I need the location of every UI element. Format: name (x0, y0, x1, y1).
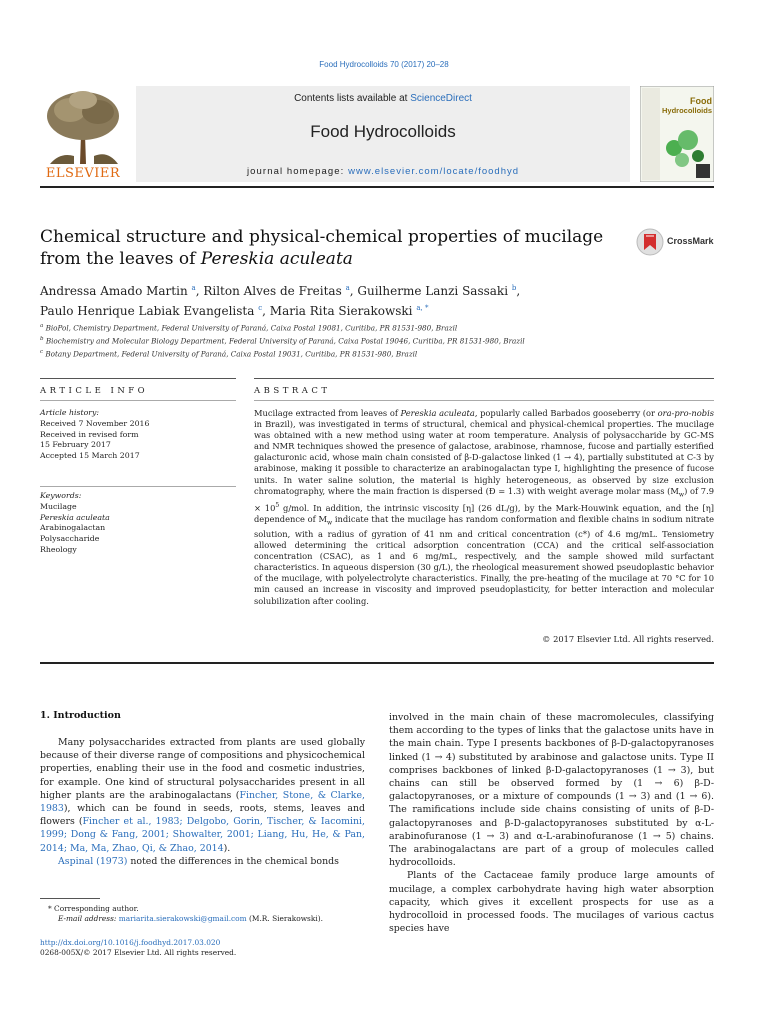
sciencedirect-link[interactable]: ScienceDirect (410, 93, 472, 104)
author[interactable]: Guilherme Lanzi Sassaki $^b$ (357, 284, 517, 298)
history-item: Received 7 November 2016 (40, 418, 150, 428)
paragraph: involved in the main chain of these macromolecules, classifying them according to the types of links that the galactose units have in the main chain. Type I presents backbones of β-D-galactopyranoses linked (1 → 4) substituted by arabinose and galactose units. Type II comprises backbones of linked β-D-galactopyranoses (1 → 3), but chains can still be observed formed by (1 → 6) β-D-galactopyranoses, or a mixture of compounds (1 → 3) and (1 → 6). The ramifications include side chains consisting of units of β-D-galactopyranoses and β-D-galactopyranoses substituted by α-L-arabinofuranose (1 → 3) and α-L-arabinofuranose (1 → 5) chains. The arabinogalactans are part of a group of molecules called hydrocolloids. (389, 712, 714, 869)
reference-link[interactable]: Fincher et al., 1983; Delgobo, Gorin, Tischer, & Iacomini, 1999; Dong & Fang, 2001; Showalter, 2001; Liang, Hu, He, & Pan, 2014; Ma, Ma, Zhao, Qi, & Zhao, 2014 (40, 816, 365, 854)
abstract-heading-rule (254, 400, 714, 401)
reference-link[interactable]: Aspinal (1973) (58, 855, 128, 867)
email-line (40, 914, 370, 924)
paragraph: Aspinal (1973) noted the differences in the chemical bonds (58, 855, 339, 867)
crossmark-label: CrossMark (667, 236, 714, 246)
keyword: Mucilage (40, 501, 77, 511)
history-item: 15 February 2017 (40, 440, 111, 450)
abstract-top-rule (254, 378, 714, 379)
author[interactable]: Maria Rita Sierakowski $^{a, *}$ (269, 304, 429, 318)
article-title (40, 226, 640, 270)
keywords-label: Keywords: (40, 491, 82, 500)
article-history (40, 408, 236, 462)
reference-link[interactable]: Fincher, Stone, & Clarke, 1983 (40, 789, 365, 815)
history-item: Received in revised form (40, 429, 139, 439)
history-label: Article history: (40, 408, 100, 417)
keyword: Arabinogalactan (40, 523, 106, 533)
affiliation: $^a$ BioPol, Chemistry Department, Federal University of Paraná, Caixa Postal 19081, Curitiba, PR 81531-980, Brazil (40, 323, 458, 333)
abstract-text: Mucilage extracted from leaves of Pereskia aculeata, popularly called Barbados gooseberry (or ora-pro-nobis in Brazil), was investigated in terms of structural, chemical and physical-chemical properties. The mucilage was obtained with a new method using water at room temperature. Analysis of polysaccharide by GC-MS and NMR techniques showed the presence of galactose, arabinose, rhamnose, fucose and partially esterified galacturonic acid, whose main chain consisted of β-D-galactose linked (1 → 4), partially substituted at C-3 by arabinose, making it possible to characterize an arabinogalactan type I, highlighting the presence of fucose units. In water saline solution, the material is highly heterogeneous, as observed by size exclusion chromatography, where the main fraction is dispersed (Đ = 1.3) with weight average molar mass $(M_w)$ of $7.9 \times 10^5$ g/mol. In addition, the intrinsic viscosity [η] (26 dL/g), by the Mark-Houwink equation, and the [η] dependence of $M_w$ indicate that the mucilage has random conformation and flexible chains in sodium nitrate solution, with a radius of gyration of 41 nm and critical concentration (c*) of 4.6 mg/mL. Tensiometry allowed determining the critical adsorption concentration (CCA) and the critical self-association concentration (CSAC), as 1 and 6 mg/mL, respectively, and the sample showed mild surfactant characteristics. In aqueous dispersion (30 g/L), the rheological measurement showed pseudoplastic behavior of the mucilage, with polyelectrolyte characteristics. Finally, the pre-heating of the mucilage at 70 °C for 10 min caused an increase in viscosity and improved pseudoplasticity, for better interaction and molecular solubilization after cooling. (254, 408, 714, 606)
affiliations (40, 321, 680, 360)
cover-title-line1: Food (690, 96, 712, 106)
keywords-rule (40, 486, 236, 487)
footnote-rule (40, 898, 100, 899)
cover-title-line2: Hydrocolloids (662, 106, 713, 115)
author[interactable]: Rilton Alves de Freitas $^a$ (203, 284, 350, 298)
keyword: Polysaccharide (40, 534, 100, 544)
email-link[interactable]: mariarita.sierakowski@gmail.com (118, 914, 247, 924)
article-info-heading: ARTICLE INFO (40, 386, 149, 396)
crossmark-badge[interactable] (636, 228, 716, 256)
doi-block (40, 938, 370, 959)
keyword: Rheology (40, 544, 77, 554)
author-list (40, 280, 640, 320)
info-heading-rule (40, 400, 236, 401)
body-column-right (389, 711, 714, 935)
copyright-notice: © 2017 Elsevier Ltd. All rights reserved. (542, 634, 714, 644)
paragraph: Many polysaccharides extracted from plants are used globally because of their diverse range of compositions and physicochemical properties, enabling their use in the food and cosmetic industries, for example. One kind of structural polysaccharides present in all higher plants are the arabinogalactans (Fincher, Stone, & Clarke, 1983), which can be found in seeds, roots, stems, leaves and flowers (Fincher et al., 1983; Delgobo, Gorin, Tischer, & Iacomini, 1999; Dong & Fang, 2001; Showalter, 2001; Liang, Hu, He, & Pan, 2014; Ma, Ma, Zhao, Qi, & Zhao, 2014). (40, 737, 365, 854)
section-heading-introduction: 1. Introduction (40, 710, 121, 721)
doi-link[interactable]: http://dx.doi.org/10.1016/j.foodhyd.2017.03.020 (40, 938, 221, 947)
authors-line-2: Paulo Henrique Labiak Evangelista $^c$, Maria Rita Sierakowski $^{a, *}$ (40, 304, 429, 318)
body-column-left (40, 736, 365, 868)
journal-homepage (136, 166, 630, 177)
author[interactable]: Andressa Amado Martin $^a$ (40, 284, 196, 298)
journal-cover[interactable] (640, 86, 714, 182)
authors-line-1: Andressa Amado Martin $^a$, Rilton Alves de Freitas $^a$, Guilherme Lanzi Sassaki $^b$, (40, 284, 521, 298)
email-label: E-mail address: (58, 914, 119, 924)
contents-line (136, 93, 630, 104)
abstract-heading: ABSTRACT (254, 386, 331, 396)
corresponding-author-note: * Corresponding author. (48, 904, 139, 913)
keywords (40, 491, 236, 556)
title-species: Pereskia aculeata (200, 249, 353, 269)
journal-name: Food Hydrocolloids (310, 122, 456, 141)
homepage-link[interactable]: www.elsevier.com/locate/foodhyd (348, 166, 520, 177)
history-item: Accepted 15 March 2017 (40, 451, 140, 461)
paragraph: Plants of the Cactaceae family produce large amounts of mucilage, a complex carbohydrate having high water absorption capacity, which gives it excellent prospects for use as a hydrocolloid in processed foods. The mucilages of various cactus species have (389, 870, 714, 935)
footnote (40, 904, 370, 925)
header-divider (40, 186, 714, 188)
title-text: Chemical structure and physical-chemical properties of mucilage from the leaves of (40, 227, 604, 269)
abstract-bottom-rule (40, 662, 714, 664)
homepage-prefix: journal homepage: (246, 166, 349, 177)
journal-citation[interactable]: Food Hydrocolloids 70 (2017) 20–28 (319, 60, 449, 69)
affiliation: $^b$ Biochemistry and Molecular Biology Department, Federal University of Paraná, Caixa Postal 19046, Curitiba, PR 81531-980, Brazil (40, 335, 525, 346)
keyword: Pereskia aculeata (40, 512, 110, 522)
cover-title (662, 96, 712, 116)
info-top-rule (40, 378, 236, 379)
issn-line: 0268-005X/© 2017 Elsevier Ltd. All rights reserved. (40, 948, 237, 958)
email-suffix: (M.R. Sierakowski). (246, 914, 323, 924)
elsevier-wordmark: ELSEVIER (45, 166, 121, 181)
affiliation: $^c$ Botany Department, Federal University of Paraná, Caixa Postal 19031, Curitiba, PR 81531-980, Brazil (40, 348, 418, 359)
author[interactable]: Paulo Henrique Labiak Evangelista $^c$ (40, 304, 263, 318)
contents-prefix: Contents lists available at (294, 93, 411, 104)
